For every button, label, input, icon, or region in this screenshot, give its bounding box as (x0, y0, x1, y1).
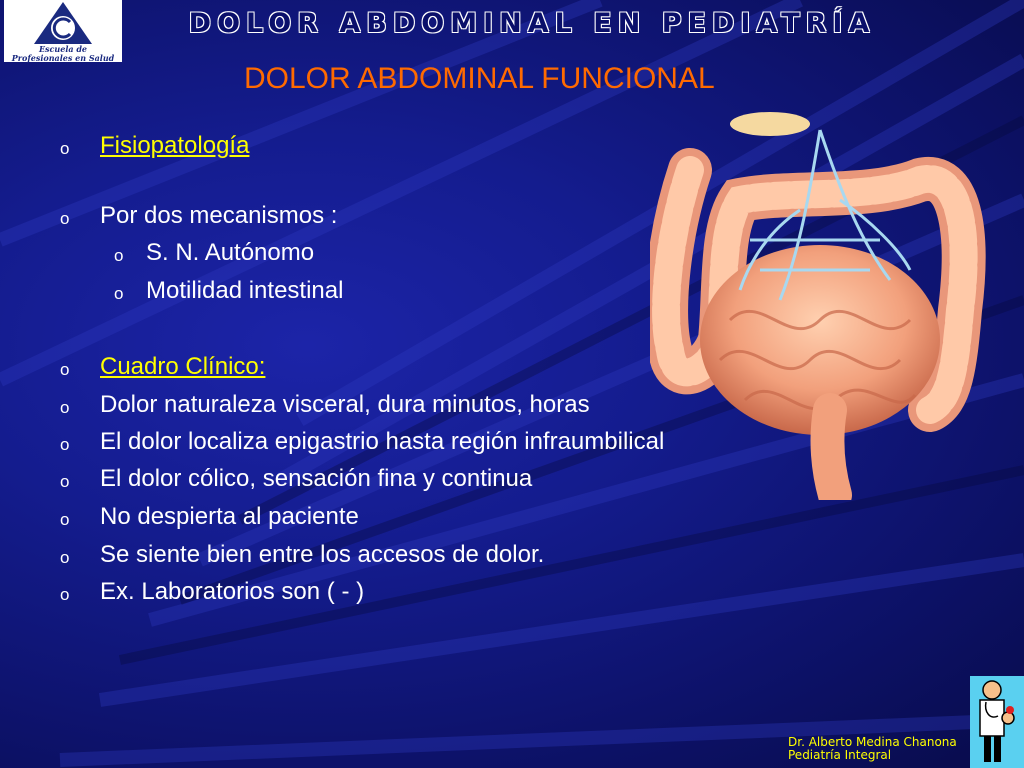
logo-text-line2: Profesionales en Salud (11, 53, 115, 63)
author-name: Dr. Alberto Medina Chanona (788, 735, 957, 749)
bullet-text: Dolor naturaleza visceral, dura minutos, horas (100, 391, 590, 418)
bullet-text: El dolor localiza epigastrio hasta región infraumbilical (100, 428, 665, 455)
bullet-marker: o (114, 284, 124, 303)
slide-title: DOLOR ABDOMINAL FUNCIONAL (244, 62, 715, 95)
bullet-text: Ex. Laboratorios son ( - ) (100, 578, 365, 605)
doctor-with-child-icon (970, 676, 1024, 768)
bullet-text: Motilidad intestinal (146, 277, 344, 304)
bullet-text: No despierta al paciente (100, 503, 359, 530)
bullet-text: S. N. Autónomo (146, 239, 315, 266)
logo-text-line1: Escuela de (38, 44, 88, 54)
bullet-marker: o (60, 548, 70, 567)
bullet-marker: o (60, 398, 70, 417)
intestine-anatomy-illustration (650, 110, 990, 500)
bullet-marker: o (114, 246, 124, 265)
bullet-marker: o (60, 585, 70, 604)
bullet-text: Cuadro Clínico: (100, 353, 266, 380)
bullet-text: Por dos mecanismos : (100, 202, 338, 229)
author-role: Pediatría Integral (788, 748, 892, 762)
bullet-text: Fisiopatología (100, 132, 250, 159)
bullet-text: El dolor cólico, sensación fina y continua (100, 465, 533, 492)
bullet-marker: o (60, 209, 70, 228)
bullet-marker: o (60, 139, 70, 158)
bullet-marker: o (60, 360, 70, 379)
author-credit (788, 736, 957, 762)
bullet-marker: o (60, 472, 70, 491)
bullet-marker: o (60, 435, 70, 454)
bullet-marker: o (60, 510, 70, 529)
header-title: DOLOR ABDOMINAL EN PEDIATRÍA (188, 8, 876, 39)
bullet-text: Se siente bien entre los accesos de dolor. (100, 541, 545, 568)
